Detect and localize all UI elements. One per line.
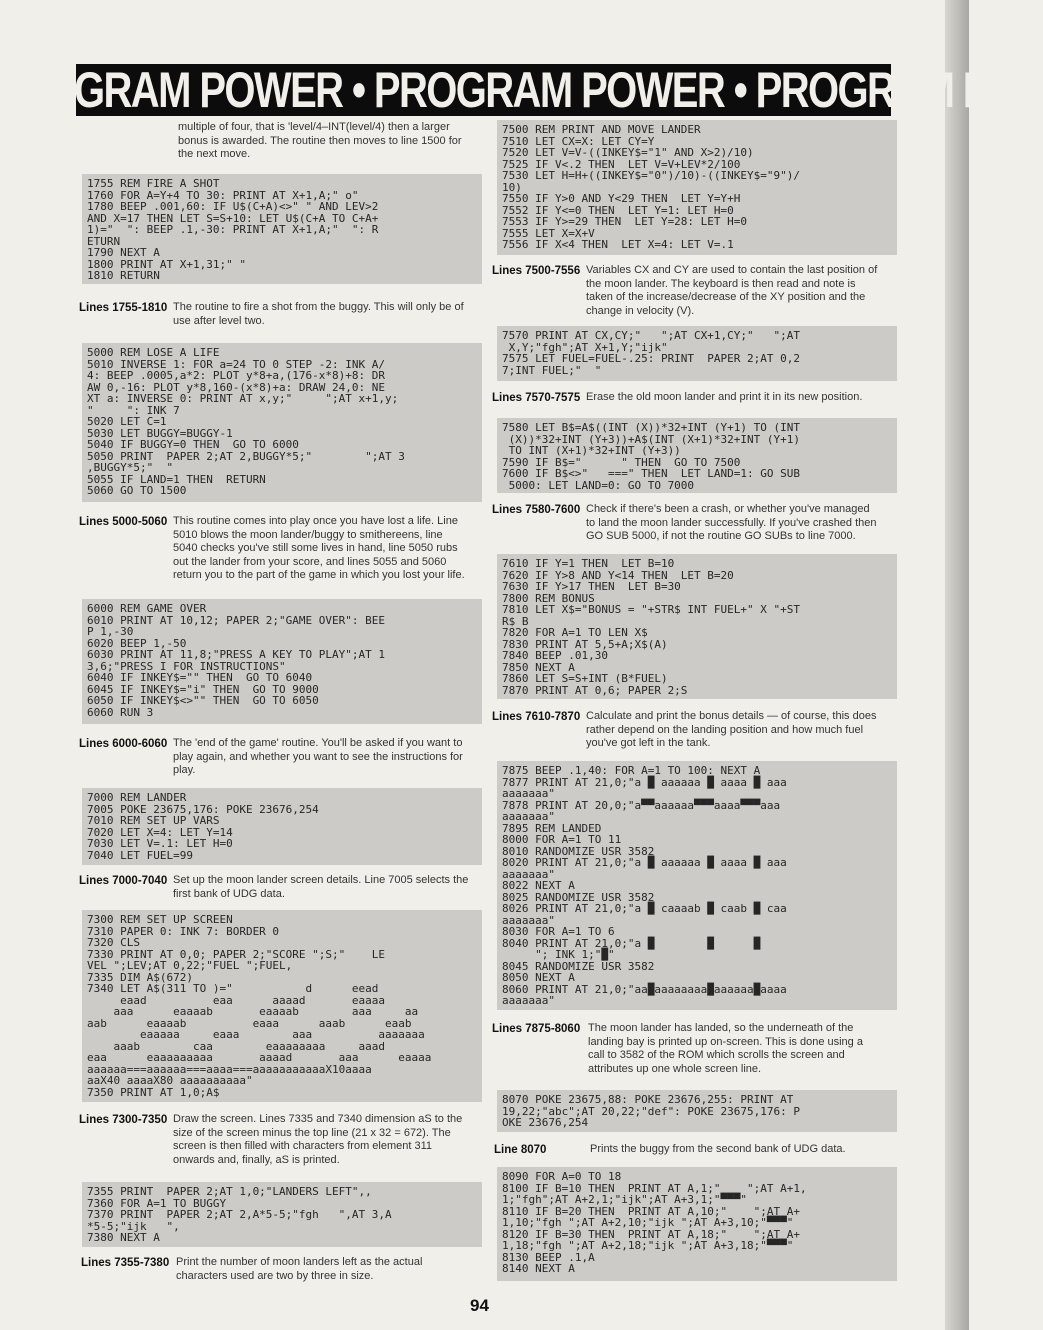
- caption-label-7500: Lines 7500-7556: [492, 265, 581, 277]
- caption-label-6000: Lines 6000-6060: [79, 738, 168, 750]
- code-listing-7500: 7500 REM PRINT AND MOVE LANDER 7510 LET CX=X: LET CY=Y 7520 LET V=V-((INKEY$="1" AND X>2)/10) 7525 IF V<.2 THEN LET V=V+LEV*2/100 7530 LET H=H+((INKEY$="0")/10)-((INKEY$="9")/ 10) 7550 IF Y>0 AND Y<29 THEN LET Y=Y+H 7552 IF Y<=0 THEN LET Y=1: LET H=0 7553 IF Y>=29 THEN LET Y=28: LET H=0 7555 LET X=X+V 7556 IF X<4 THEN LET X=4: LET V=.1: [497, 120, 897, 255]
- caption-label-7300: Lines 7300-7350: [79, 1114, 168, 1126]
- caption-text-5000: This routine comes into play once you have lost a life. Line 5010 blows the moon lander/buggy to smithereens, line 5040 checks you've still some lives in hand, line 5050 rubs out the lander from your score, and lines 5055 and 5060 return you to the part of the game in which you lost your life.: [173, 515, 465, 581]
- section-banner: [74, 62, 1043, 118]
- caption-text-7355: Print the number of moon landers left as the actual characters used are two by three in size.: [176, 1256, 423, 1282]
- code-listing-6000: 6000 REM GAME OVER 6010 PRINT AT 10,12; PAPER 2;"GAME OVER": BEE P 1,-30 6020 BEEP 1,-50 6030 PRINT AT 11,8;"PRESS A KEY TO PLAY";AT 1 3,6;"PRESS I FOR INSTRUCTIONS" 6040 IF INKEY$="" THEN GO TO 6040 6045 IF INKEY$="i" THEN GO TO 9000 6050 IF INKEY$<>"" THEN GO TO 6050 6060 RUN 3: [82, 599, 482, 724]
- caption-text-7000: Set up the moon lander screen details. Line 7005 selects the first bank of UDG data.: [173, 874, 469, 900]
- caption-label-7610: Lines 7610-7870: [492, 711, 581, 723]
- caption-label-8070: Line 8070: [494, 1144, 547, 1156]
- intro-text: multiple of four, that is 'level/4–INT(level/4) then a larger bonus is awarded. The routine then moves to line 1500 for the next move.: [178, 121, 462, 160]
- caption-text-8070: Prints the buggy from the second bank of UDG data.: [590, 1143, 846, 1155]
- caption-text-7610: Calculate and print the bonus details — of course, this does rather depend on the landing position and how much fuel you've got left in the tank.: [586, 710, 877, 749]
- code-listing-7000: 7000 REM LANDER 7005 POKE 23675,176: POKE 23676,254 7010 REM SET UP VARS 7020 LET X=4: LET Y=14 7030 LET V=.1: LET H=0 7040 LET FUEL=99: [82, 788, 482, 865]
- code-listing-5000: 5000 REM LOSE A LIFE 5010 INVERSE 1: FOR a=24 TO 0 STEP -2: INK A/ 4: BEEP .0005,a*2: PLOT y*8+a,(176-x*8)+8: DR AW 0,-16: PLOT y*8,160-(x*8)+a: DRAW 24,0: NE XT a: INVERSE 0: PRINT AT x,y;" ";AT x+1,y; " ": INK 7 5020 LET C=1 5030 LET BUGGY=BUGGY-1 5040 IF BUGGY=0 THEN GO TO 6000 5050 PRINT PAPER 2;AT 2,BUGGY*5;" ";AT 3 ,BUGGY*5;" " 5055 IF LAND=1 THEN RETURN 5060 GO TO 1500: [82, 343, 482, 502]
- caption-label-5000: Lines 5000-5060: [79, 516, 168, 528]
- code-listing-7580: 7580 LET B$=A$((INT (X))*32+INT (Y+1) TO (INT (X))*32+INT (Y+3))+A$(INT (X+1)*32+INT (Y+1) TO INT (X+1)*32+INT (Y+3)) 7590 IF B$=" " THEN GO TO 7500 7600 IF B$<>" ===" THEN LET LAND=1: GO SUB 5000: LET LAND=0: GO TO 7000: [497, 418, 897, 493]
- caption-label-7580: Lines 7580-7600: [492, 504, 581, 516]
- caption-label-7875: Lines 7875-8060: [492, 1023, 581, 1035]
- code-listing-7300: 7300 REM SET UP SCREEN 7310 PAPER 0: INK 7: BORDER 0 7320 CLS 7330 PRINT AT 0,0; PAPER 2;"SCORE ";S;" LE VEL ";LEV;AT 0,22;"FUEL ";FUEL, 7335 DIM A$(672) 7340 LET A$(311 TO )=" d eead eaad eaa aaaad eaaaa aaa eaaaab eaaaab aaa aa aab eaaaab eaaa aaab eaab eaaaaa eaaa aaa aaaaaaa aaab caa eaaaaaaaa aaad eaa eaaaaaaaaa aaaad aaa eaaaa aaaaaa===aaaaaa===aaaa===aaaaaaaaaaaX10aaaa aaX40 aaaaX80 aaaaaaaaaa" 7350 PRINT AT 1,0;A$: [82, 910, 482, 1102]
- code-listing-8070: 8070 POKE 23675,88: POKE 23676,255: PRINT AT 19,22;"abc";AT 20,22;"def": POKE 23675,176: P OKE 23676,254: [497, 1090, 897, 1132]
- code-listing-7875: 7875 BEEP .1,40: FOR A=1 TO 100: NEXT A 7877 PRINT AT 21,0;"a █ aaaaaa █ aaaa █ aaa aaaaaaa" 7878 PRINT AT 20,0;"a▀▀aaaaaa▀▀▀aaaa▀▀▀aaa aaaaaaa" 7895 REM LANDED 8000 FOR A=1 TO 11 8010 RANDOMIZE USR 3582 8020 PRINT AT 21,0;"a █ aaaaaa █ aaaa █ aaa aaaaaaa" 8022 NEXT A 8025 RANDOMIZE USR 3582 8026 PRINT AT 21,0;"a █ caaaab █ caab █ caa aaaaaaa" 8030 FOR A=1 TO 6 8040 PRINT AT 21,0;"a █ █ █ "; INK 1;"█" 8045 RANDOMIZE USR 3582 8050 NEXT A 8060 PRINT AT 21,0;"aa█aaaaaaaa█aaaaaa█aaaa aaaaaaa": [497, 761, 897, 1010]
- code-listing-8090: 8090 FOR A=0 TO 18 8100 IF B=10 THEN PRINT AT A,1;" ";AT A+1, 1;"fgh";AT A+2,1;"ijk";AT A+3,1;"▀▀▀" 8110 IF B=20 THEN PRINT AT A,10;" ";AT A+ 1,10;"fgh ";AT A+2,10;"ijk ";AT A+3,10;"▀▀▀" 8120 IF B=30 THEN PRINT AT A,18;" ";AT A+ 1,18;"fgh ";AT A+2,18;"ijk ";AT A+3,18;"▀▀▀" 8130 BEEP .1,A 8140 NEXT A: [497, 1167, 897, 1281]
- caption-label-7000: Lines 7000-7040: [79, 875, 168, 887]
- caption-text-7500: Variables CX and CY are used to contain the last position of the moon lander. The keyboard is then read and note is taken of the increase/decrease of the XY position and the change in velocity (V).: [586, 264, 878, 317]
- page-number: 94: [470, 1296, 489, 1315]
- caption-text-6000: The 'end of the game' routine. You'll be asked if you want to play again, and whether you want to see the instructions for play.: [173, 737, 463, 776]
- code-listing-1755: 1755 REM FIRE A SHOT 1760 FOR A=Y+4 TO 30: PRINT AT X+1,A;" o" 1780 BEEP .001,60: IF U$(C+A)<>" " AND LEV>2 AND X=17 THEN LET S=S+10: LET U$(C+A TO C+A+ 1)=" ": BEEP .1,-30: PRINT AT X+1,A;" ": R ETURN 1790 NEXT A 1800 PRINT AT X+1,31;" " 1810 RETURN: [82, 174, 482, 284]
- caption-text-1755: The routine to fire a shot from the buggy. This will only be of use after level two.: [173, 301, 464, 327]
- banner-title: GRAM POWER • PROGRAM POWER • PROGRAM POV: [74, 62, 1043, 118]
- caption-label-1755: Lines 1755-1810: [79, 302, 168, 314]
- caption-text-7875: The moon lander has landed, so the underneath of the landing bay is printed up on-screen. This is done using a call to 3582 of the ROM which scrolls the screen and attributes up one whole screen line.: [588, 1022, 863, 1075]
- caption-text-7570: Erase the old moon lander and print it in its new position.: [586, 391, 863, 403]
- page-spine-shadow: [945, 0, 969, 1330]
- caption-label-7570: Lines 7570-7575: [492, 392, 581, 404]
- caption-text-7300: Draw the screen. Lines 7335 and 7340 dimension aS to the size of the screen minus the top line (21 x 32 = 672). The screen is then filled with characters from element 311 onwards and, finally, aS is printed.: [173, 1113, 463, 1166]
- caption-label-7355: Lines 7355-7380: [81, 1257, 170, 1269]
- caption-text-7580: Check if there's been a crash, or whether you've managed to land the moon lander successfully. If you've crashed then GO SUB 5000, if not the routine GO SUBs to line 7000.: [586, 503, 877, 542]
- code-listing-7610: 7610 IF Y=1 THEN LET B=10 7620 IF Y>8 AND Y<14 THEN LET B=20 7630 IF Y>17 THEN LET B=30 7800 REM BONUS 7810 LET X$="BONUS = "+STR$ INT FUEL+" X "+ST R$ B 7820 FOR A=1 TO LEN X$ 7830 PRINT AT 5,5+A;X$(A) 7840 BEEP .01,30 7850 NEXT A 7860 LET S=S+INT (B*FUEL) 7870 PRINT AT 0,6; PAPER 2;S: [497, 554, 897, 699]
- code-listing-7355: 7355 PRINT PAPER 2;AT 1,0;"LANDERS LEFT",, 7360 FOR A=1 TO BUGGY 7370 PRINT PAPER 2;AT 2,A*5-5;"fgh ",AT 3,A *5-5;"ijk ", 7380 NEXT A: [82, 1182, 482, 1247]
- code-listing-7570: 7570 PRINT AT CX,CY;" ";AT CX+1,CY;" ";AT X,Y;"fgh";AT X+1,Y;"ijk" 7575 LET FUEL=FUEL-.25: PRINT PAPER 2;AT 0,2 7;INT FUEL;" ": [497, 326, 897, 381]
